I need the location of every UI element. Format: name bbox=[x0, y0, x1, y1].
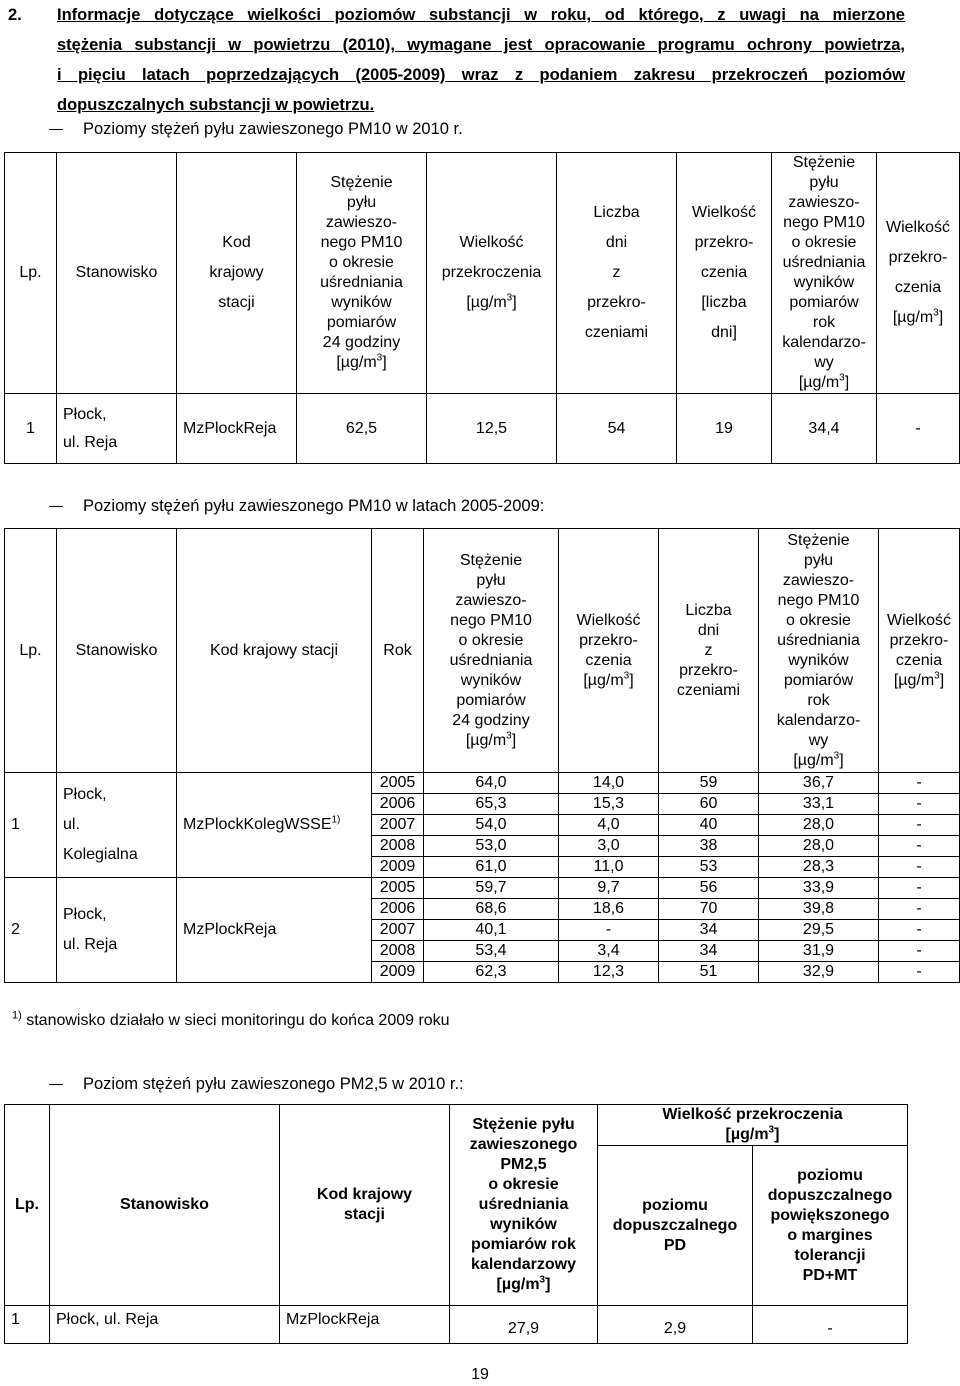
cell: 56 bbox=[659, 878, 759, 899]
cell: 2008 bbox=[372, 836, 424, 857]
cell: 54,0 bbox=[424, 815, 559, 836]
col-wielkosc: Wielkość przekroczenia $[\mu g/m^3]$ bbox=[427, 153, 557, 394]
station-code-text: MzPlockReja bbox=[183, 921, 277, 938]
cell: 36,7 bbox=[759, 773, 879, 794]
cell: 28,0 bbox=[759, 815, 879, 836]
cell: 64,0 bbox=[424, 773, 559, 794]
col-stezenie-rok: Stężenie pyłu zawieszo- nego PM10 o okresie uśredniania wyników pomiarów rok kalendarzo- wy $[\mu g/m^3]$ bbox=[772, 153, 877, 394]
cell: 28,0 bbox=[759, 836, 879, 857]
col-lp: Lp. bbox=[5, 153, 57, 394]
cell: - bbox=[879, 941, 960, 962]
cell: 18,6 bbox=[559, 899, 659, 920]
col-wielkosc-group: Wielkość przekroczenia $[\mu g/m^3]$ bbox=[598, 1105, 908, 1146]
col-liczba-dni: Liczba dni z przekro- czeniami bbox=[557, 153, 677, 394]
cell: 2008 bbox=[372, 941, 424, 962]
col-stezenie-24h: Stężenie pyłu zawieszo- nego PM10 o okresie uśredniania wyników pomiarów 24 godziny $[\mu g/m^3]$ bbox=[424, 529, 559, 773]
cell: 34 bbox=[659, 920, 759, 941]
station-name-line: Kolegialna bbox=[63, 846, 138, 863]
table-row bbox=[5, 878, 960, 899]
col-lp: Lp. bbox=[5, 1105, 50, 1306]
cell: 33,9 bbox=[759, 878, 879, 899]
cell: 53,4 bbox=[424, 941, 559, 962]
cell: 3,4 bbox=[559, 941, 659, 962]
station-code bbox=[177, 878, 372, 983]
dash-bullet bbox=[49, 1084, 63, 1085]
section-number: 2. bbox=[8, 6, 22, 24]
col-stanowisko: Stanowisko bbox=[57, 529, 177, 773]
cell: 2009 bbox=[372, 857, 424, 878]
header-row bbox=[5, 529, 960, 773]
col-kod: Kod krajowy stacji bbox=[177, 153, 297, 394]
station-name bbox=[57, 878, 177, 983]
cell: - bbox=[879, 878, 960, 899]
pm10-2005-2009-table bbox=[4, 528, 960, 983]
cell: 68,6 bbox=[424, 899, 559, 920]
col-pd-mt: poziomu dopuszczalnego powiększonego o margines tolerancji PD+MT bbox=[753, 1146, 908, 1306]
cell: 65,3 bbox=[424, 794, 559, 815]
cell: 33,1 bbox=[759, 794, 879, 815]
cell: - bbox=[879, 920, 960, 941]
cell: 31,9 bbox=[759, 941, 879, 962]
table-row bbox=[5, 773, 960, 794]
cell: 59 bbox=[659, 773, 759, 794]
cell: 3,0 bbox=[559, 836, 659, 857]
page-number: 19 bbox=[471, 1366, 489, 1383]
dash-bullet bbox=[49, 506, 63, 507]
station-name-line: Płock, bbox=[63, 786, 107, 803]
col-lp: Lp. bbox=[5, 529, 57, 773]
col-kod: Kod krajowy stacji bbox=[280, 1105, 450, 1306]
cell: 2006 bbox=[372, 794, 424, 815]
footnote-mark: 1) bbox=[331, 814, 341, 826]
station-lp: 2 bbox=[5, 878, 57, 983]
cell: 62,3 bbox=[424, 962, 559, 983]
cell: 9,7 bbox=[559, 878, 659, 899]
cell: 28,3 bbox=[759, 857, 879, 878]
heading-line-3: i pięciu latach poprzedzających (2005-2009) wraz z podaniem zakresu przekroczeń poziomów bbox=[57, 66, 905, 84]
cell: 4,0 bbox=[559, 815, 659, 836]
col-wielkosc-dni: Wielkość przekro- czenia [liczba dni] bbox=[677, 153, 772, 394]
pm10-years-body bbox=[5, 773, 960, 983]
cell: 40 bbox=[659, 815, 759, 836]
cell: 29,5 bbox=[759, 920, 879, 941]
cell: 39,8 bbox=[759, 899, 879, 920]
cell: - bbox=[879, 836, 960, 857]
col-wielkosc-rok: Wielkość przekro- czenia $[\mu g/m^3]$ bbox=[879, 529, 960, 773]
station-code-text: MzPlockKolegWSSE bbox=[183, 816, 332, 833]
cell: 60 bbox=[659, 794, 759, 815]
station-lp: 1 bbox=[5, 773, 57, 878]
cell: - bbox=[879, 857, 960, 878]
station-name-line: Płock, bbox=[63, 906, 107, 923]
cell: 53 bbox=[659, 857, 759, 878]
col-stanowisko: Stanowisko bbox=[57, 153, 177, 394]
part3-title: Poziom stężeń pyłu zawieszonego PM2,5 w 2010 r.: bbox=[49, 1075, 464, 1094]
cell: 2007 bbox=[372, 815, 424, 836]
cell: 61,0 bbox=[424, 857, 559, 878]
cell: 32,9 bbox=[759, 962, 879, 983]
cell: 12,3 bbox=[559, 962, 659, 983]
cell: - bbox=[879, 899, 960, 920]
heading-line-4: dopuszczalnych substancji w powietrzu. bbox=[57, 96, 375, 114]
col-stezenie-24h: Stężenie pyłu zawieszo- nego PM10 o okresie uśredniania wyników pomiarów 24 godziny $[\mu g/m^3]$ bbox=[297, 153, 427, 394]
header-row bbox=[5, 1105, 908, 1146]
station-code bbox=[177, 773, 372, 878]
cell: 15,3 bbox=[559, 794, 659, 815]
footnote: $^{1)}$ stanowisko działało w sieci monitoringu do końca 2009 roku bbox=[12, 1009, 450, 1029]
cell: 2007 bbox=[372, 920, 424, 941]
pm10-2010-table bbox=[4, 152, 960, 464]
cell: 70 bbox=[659, 899, 759, 920]
station-name bbox=[57, 773, 177, 878]
heading-line-2: stężenia substancji w powietrzu (2010), wymagane jest opracowanie programu ochrony powietrza, bbox=[57, 36, 905, 54]
col-liczba-dni: Liczba dni z przekro- czeniami bbox=[659, 529, 759, 773]
col-stanowisko: Stanowisko bbox=[50, 1105, 280, 1306]
cell: 34 bbox=[659, 941, 759, 962]
cell: - bbox=[879, 773, 960, 794]
part2-title: Poziomy stężeń pyłu zawieszonego PM10 w latach 2005-2009: bbox=[49, 497, 544, 516]
table-row: 1 Płock, ul. Reja MzPlockReja 62,5 12,5 54 19 34,4 - bbox=[5, 394, 960, 464]
col-stezenie-rok: Stężenie pyłu zawieszonego PM2,5 o okresie uśredniania wyników pomiarów rok kalendarzowy $[\mu g/m^3]$ bbox=[450, 1105, 598, 1306]
cell: - bbox=[879, 815, 960, 836]
cell: 2009 bbox=[372, 962, 424, 983]
col-rok: Rok bbox=[372, 529, 424, 773]
col-wielkosc: Wielkość przekro- czenia $[\mu g/m^3]$ bbox=[559, 529, 659, 773]
col-pd: poziomu dopuszczalnego PD bbox=[598, 1146, 753, 1306]
cell: 2006 bbox=[372, 899, 424, 920]
cell: 53,0 bbox=[424, 836, 559, 857]
station-name-line: ul. Reja bbox=[63, 936, 118, 953]
cell: 40,1 bbox=[424, 920, 559, 941]
cell: 11,0 bbox=[559, 857, 659, 878]
col-kod: Kod krajowy stacji bbox=[177, 529, 372, 773]
cell: - bbox=[879, 794, 960, 815]
header-row bbox=[5, 153, 960, 394]
heading-line-1: Informacje dotyczące wielkości poziomów substancji w roku, od którego, z uwagi na mierzone bbox=[57, 6, 905, 24]
station-name-line: ul. bbox=[63, 816, 80, 833]
col-wielkosc-rok: Wielkość przekro- czenia $[\mu g/m^3]$ bbox=[877, 153, 960, 394]
cell: 51 bbox=[659, 962, 759, 983]
table-row: 1 Płock, ul. Reja MzPlockReja 27,9 2,9 - bbox=[5, 1306, 908, 1344]
pm25-2010-table bbox=[4, 1104, 908, 1344]
col-stezenie-rok: Stężenie pyłu zawieszo- nego PM10 o okresie uśredniania wyników pomiarów rok kalendarzo- wy $[\mu g/m^3]$ bbox=[759, 529, 879, 773]
part1-title: Poziomy stężeń pyłu zawieszonego PM10 w 2010 r. bbox=[49, 120, 463, 139]
cell: 59,7 bbox=[424, 878, 559, 899]
cell: - bbox=[879, 962, 960, 983]
cell: - bbox=[559, 920, 659, 941]
cell: 38 bbox=[659, 836, 759, 857]
cell: 2005 bbox=[372, 878, 424, 899]
cell: 2005 bbox=[372, 773, 424, 794]
cell: 14,0 bbox=[559, 773, 659, 794]
dash-bullet bbox=[49, 129, 63, 130]
